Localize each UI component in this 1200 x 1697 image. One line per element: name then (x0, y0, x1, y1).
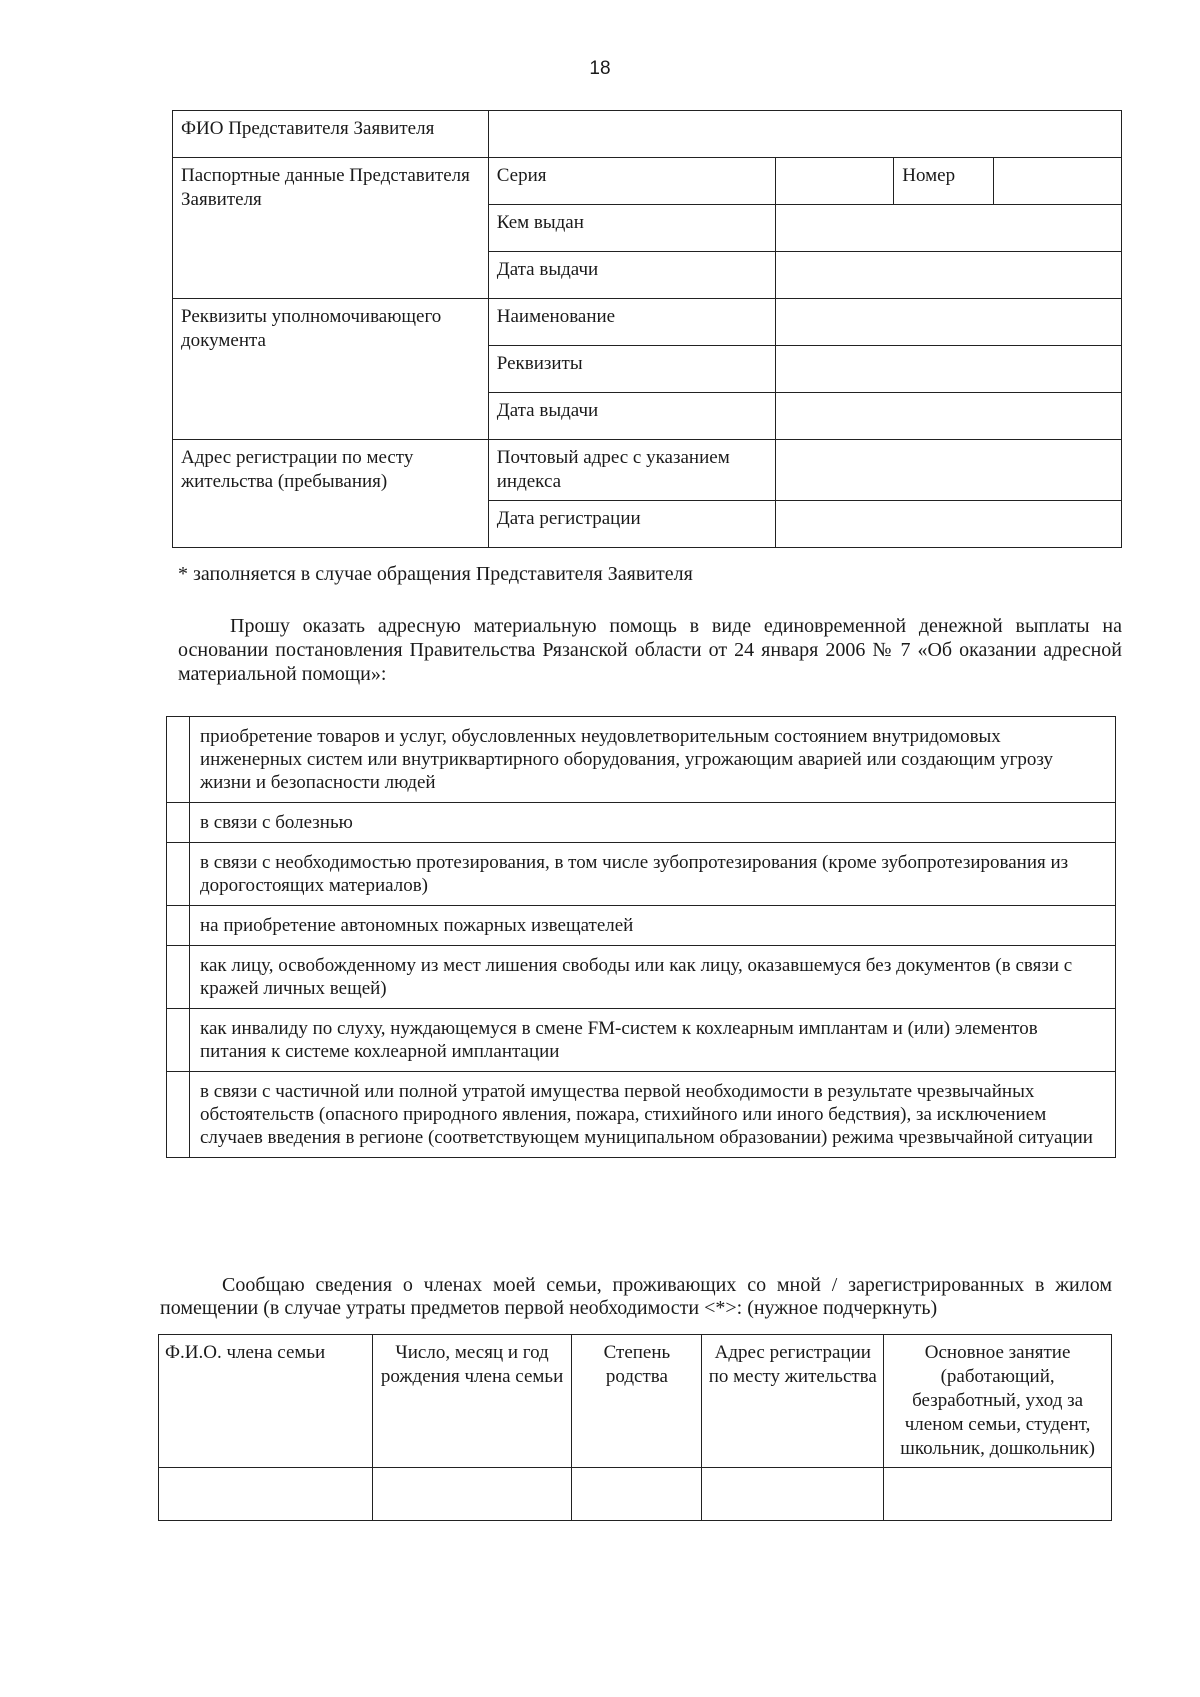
issued-by-label: Кем выдан (488, 205, 776, 252)
doc-issue-date-input[interactable] (776, 393, 1122, 440)
doc-details-input[interactable] (776, 346, 1122, 393)
footnote: * заполняется в случае обращения Представителя Заявителя (178, 563, 693, 585)
reg-date-input[interactable] (776, 501, 1122, 548)
issued-by-input[interactable] (776, 205, 1122, 252)
postal-address-label: Почтовый адрес с указанием индекса (488, 440, 776, 501)
family-header-name: Ф.И.О. члена семьи (159, 1335, 373, 1468)
option-text: в связи с болезнью (190, 803, 1116, 843)
option-checkbox[interactable] (167, 946, 190, 1009)
reg-address-label: Адрес регистрации по месту жительства (пребывания) (173, 440, 489, 548)
postal-address-input[interactable] (776, 440, 1122, 501)
family-table (158, 1334, 1112, 1521)
family-cell-address[interactable] (702, 1468, 884, 1521)
family-paragraph: Сообщаю сведения о членах моей семьи, проживающих со мной / зарегистрированных в жилом помещении (в случае утраты предметов первой необходимости <*>: (нужное подчеркнуть) (160, 1274, 1112, 1319)
option-text: в связи с необходимостью протезирования, в том числе зубопротезирования (кроме зубопротезирования из дорогостоящих материалов) (190, 843, 1116, 906)
series-label: Серия (488, 158, 776, 205)
fio-input[interactable] (488, 111, 1121, 158)
representative-table (172, 110, 1122, 548)
fio-label: ФИО Представителя Заявителя (173, 111, 489, 158)
issue-date-input[interactable] (776, 252, 1122, 299)
passport-label: Паспортные данные Представителя Заявителя (173, 158, 489, 299)
doc-name-input[interactable] (776, 299, 1122, 346)
family-header-occupation: Основное занятие (работающий, безработный, уход за членом семьи, студент, школьник, дошкольник) (884, 1335, 1112, 1468)
family-header-address: Адрес регистрации по месту жительства (702, 1335, 884, 1468)
option-text: в связи с частичной или полной утратой имущества первой необходимости в результате чрезвычайных обстоятельств (опасного природного явления, пожара, стихийного или иного бедствия), за исключением случаев введения в регионе (соответствующем муниципальном образовании) режима чрезвычайной ситуации (190, 1072, 1116, 1158)
option-text: приобретение товаров и услуг, обусловленных неудовлетворительным состоянием внутридомовых инженерных систем или внутриквартирного оборудования, угрожающим аварией или создающим угрозу жизни и безопасности людей (190, 717, 1116, 803)
options-table (166, 716, 1116, 1158)
reg-date-label: Дата регистрации (488, 501, 776, 548)
series-input[interactable] (776, 158, 894, 205)
option-checkbox[interactable] (167, 717, 190, 803)
request-paragraph: Прошу оказать адресную материальную помощь в виде единовременной денежной выплаты на основании постановления Правительства Рязанской области от 24 января 2006 № 7 «Об оказании адресной материальной помощи»: (178, 615, 1122, 685)
family-cell-name[interactable] (159, 1468, 373, 1521)
family-cell-relation[interactable] (572, 1468, 702, 1521)
family-cell-birthdate[interactable] (372, 1468, 572, 1521)
number-input[interactable] (994, 158, 1122, 205)
doc-details-label: Реквизиты (488, 346, 776, 393)
number-label: Номер (894, 158, 994, 205)
page-number: 18 (589, 58, 611, 79)
option-checkbox[interactable] (167, 803, 190, 843)
doc-name-label: Наименование (488, 299, 776, 346)
option-checkbox[interactable] (167, 1072, 190, 1158)
option-checkbox[interactable] (167, 906, 190, 946)
family-header-relation: Степень родства (572, 1335, 702, 1468)
option-checkbox[interactable] (167, 843, 190, 906)
issue-date-label: Дата выдачи (488, 252, 776, 299)
family-cell-occupation[interactable] (884, 1468, 1112, 1521)
option-text: на приобретение автономных пожарных извещателей (190, 906, 1116, 946)
option-text: как инвалиду по слуху, нуждающемуся в смене FM-систем к кохлеарным имплантам и (или) элементов питания к системе кохлеарной имплантации (190, 1009, 1116, 1072)
doc-issue-date-label: Дата выдачи (488, 393, 776, 440)
authority-doc-label: Реквизиты уполномочивающего документа (173, 299, 489, 440)
family-header-birthdate: Число, месяц и год рождения члена семьи (372, 1335, 572, 1468)
option-text: как лицу, освобожденному из мест лишения свободы или как лицу, оказавшемуся без документов (в связи с кражей личных вещей) (190, 946, 1116, 1009)
option-checkbox[interactable] (167, 1009, 190, 1072)
